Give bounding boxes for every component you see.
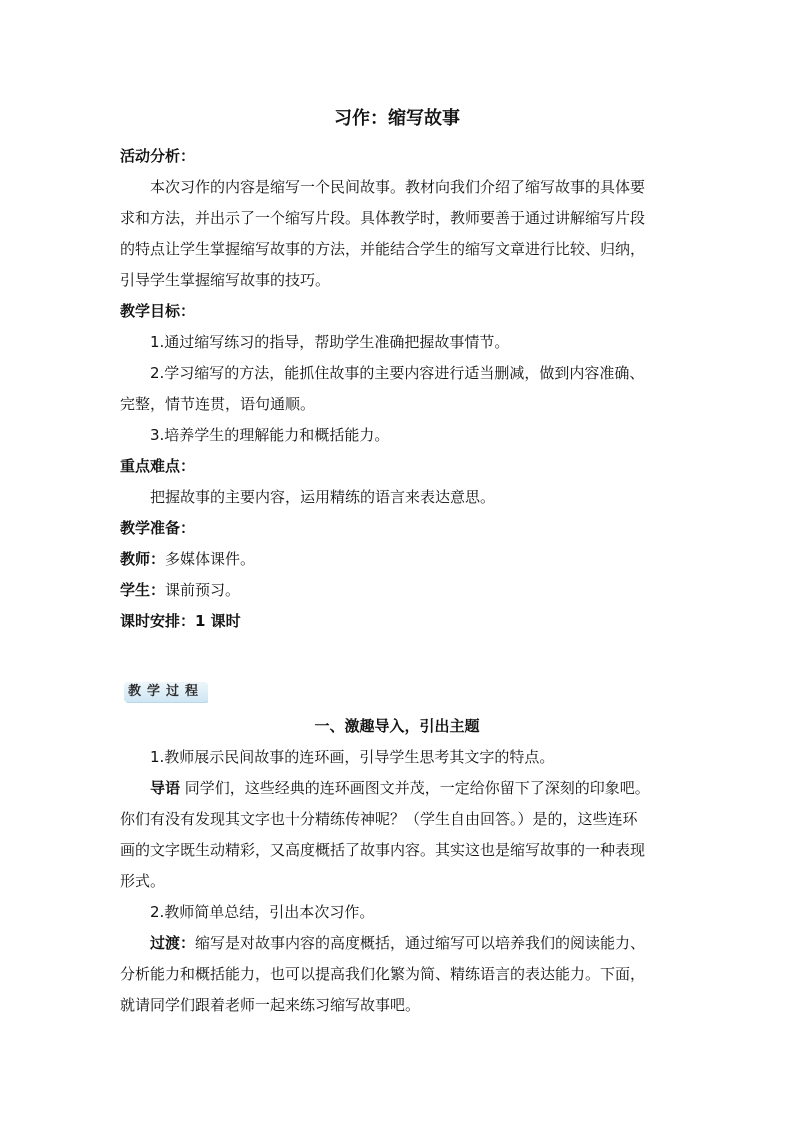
goal-item: 2.学习缩写的方法，能抓住故事的主要内容进行适当删减，做到内容准确、 (150, 364, 645, 382)
analysis-heading: 活动分析： (120, 147, 196, 165)
analysis-line: 求和方法，并出示了一个缩写片段。具体教学时，教师要善于通过讲解缩写片段 (120, 209, 646, 227)
prep-heading: 教学准备： (120, 519, 196, 537)
goal-item: 1.通过缩写练习的指导，帮助学生准确把握故事情节。 (150, 333, 510, 351)
schedule-label: 课时安排： (120, 612, 196, 630)
intro-line: 形式。 (120, 872, 166, 890)
student-text: 课前预习。 (165, 581, 241, 599)
goal-item-continued: 完整，情节连贯，语句通顺。 (120, 395, 316, 413)
transition-label: 过渡： (150, 934, 196, 952)
intro-line: 你们有没有发现其文字也十分精练传神呢？（学生自由回答。）是的，这些连环 (120, 810, 638, 828)
intro-line: 同学们，这些经典的连环画图文并茂，一定给你留下了深刻的印象吧。 (184, 779, 650, 797)
part1-heading: 一、激趣导入，引出主题 (314, 717, 480, 735)
transition-line: 缩写是对故事内容的高度概括，通过缩写可以培养我们的阅读能力、 (195, 934, 646, 952)
intro-label: 导语 (150, 779, 181, 797)
part1-step: 1.教师展示民间故事的连环画，引导学生思考其文字的特点。 (150, 748, 555, 766)
intro-line: 画的文字既生动精彩，又高度概括了故事内容。其实这也是缩写故事的一种表现 (120, 841, 646, 859)
part1-step: 2.教师简单总结，引出本次习作。 (150, 903, 375, 921)
transition-line: 分析能力和概括能力，也可以提高我们化繁为简、精练语言的表达能力。下面， (120, 965, 646, 983)
transition-line: 就请同学们跟着老师一起来练习缩写故事吧。 (120, 996, 421, 1014)
student-label: 学生： (120, 581, 166, 599)
goal-item: 3.培养学生的理解能力和概括能力。 (150, 426, 390, 444)
analysis-line: 引导学生掌握缩写故事的技巧。 (120, 271, 331, 289)
transition-paragraph (150, 933, 680, 953)
teacher-text: 多媒体课件。 (165, 550, 256, 568)
goals-heading: 教学目标： (120, 302, 196, 320)
analysis-line: 的特点让学生掌握缩写故事的方法，并能结合学生的缩写文章进行比较、归纳， (120, 240, 646, 258)
analysis-line: 本次习作的内容是缩写一个民间故事。教材向我们介绍了缩写故事的具体要 (150, 178, 646, 196)
badge-label: 教学过程 (127, 684, 204, 699)
teacher-prep (120, 549, 680, 569)
teacher-label: 教师： (120, 550, 166, 568)
intro-paragraph (150, 778, 680, 798)
schedule-text: 1 课时 (195, 612, 241, 630)
key-points-text: 把握故事的主要内容，运用精练的语言来表达意思。 (150, 488, 496, 506)
student-prep (120, 580, 680, 600)
key-points-heading: 重点难点： (120, 457, 196, 475)
page-title: 习作：缩写故事 (334, 108, 460, 129)
teaching-process-badge (124, 680, 208, 704)
schedule (120, 611, 680, 631)
